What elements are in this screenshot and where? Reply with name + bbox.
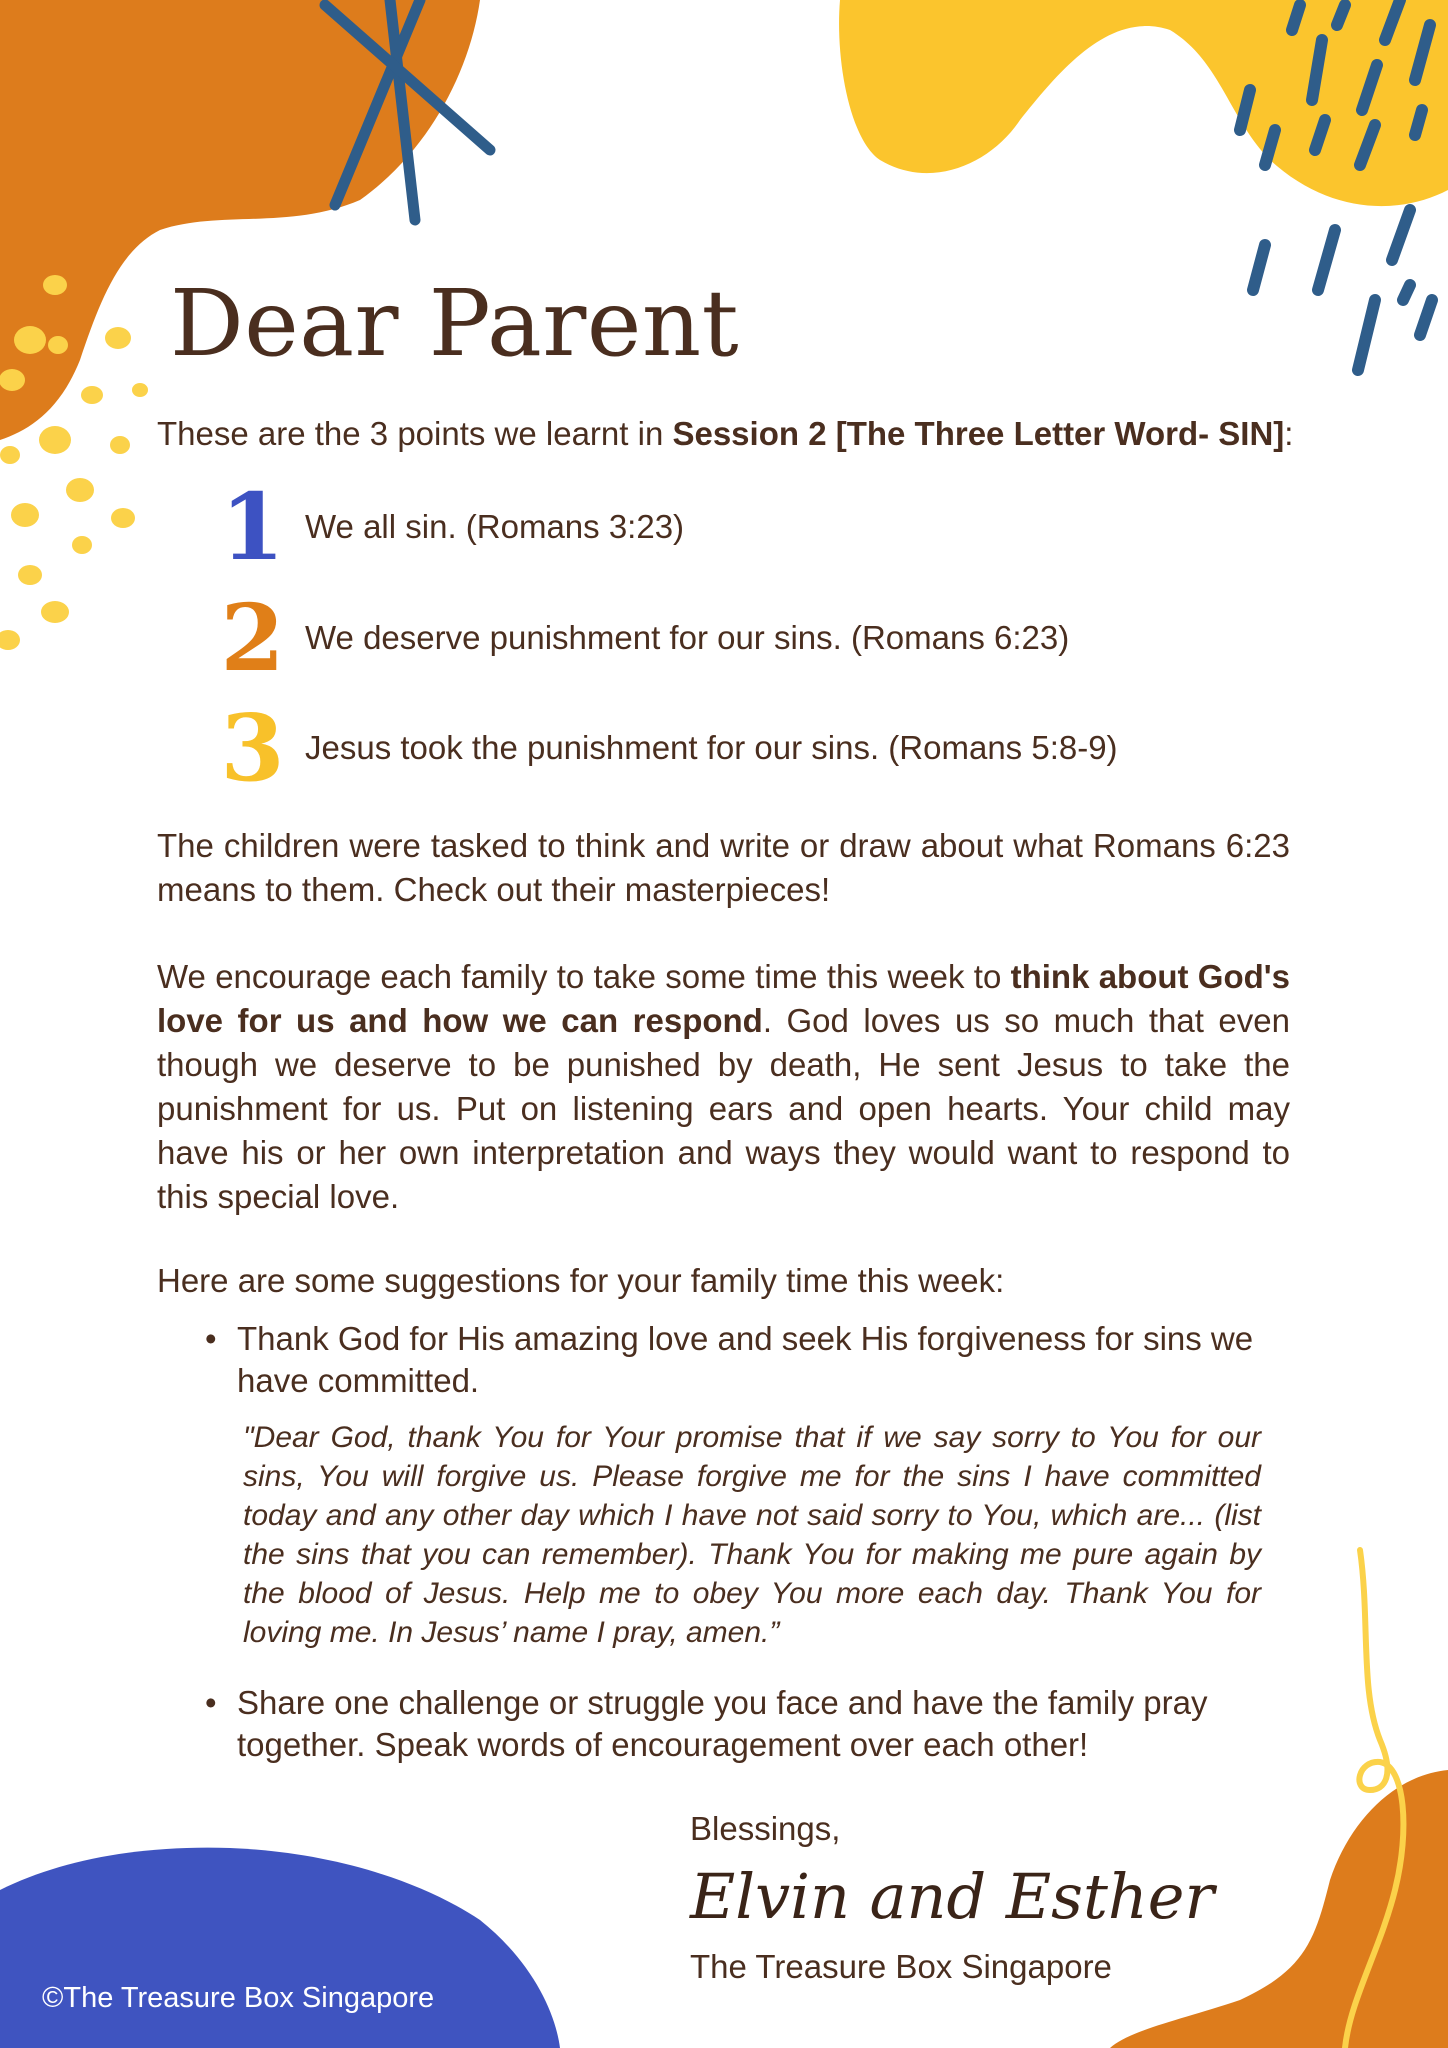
point-1 xyxy=(210,473,685,581)
point-3-text: Jesus took the punishment for our sins. (Romans 5:8-9) xyxy=(305,729,1118,766)
bullet-icon: • xyxy=(205,1684,217,1721)
organization-name: The Treasure Box Singapore xyxy=(690,1948,1112,1985)
blue-blob-bottom-left xyxy=(0,1848,560,2048)
closing-salutation: Blessings, xyxy=(690,1810,841,1847)
number-1-icon: 1 xyxy=(220,473,285,581)
suggestion-2-text: Share one challenge or struggle you face and have the family pray together. Speak words of encouragement over each other! xyxy=(237,1684,1208,1763)
suggestion-1-text: Thank God for His amazing love and seek His forgiveness for sins we have committed. xyxy=(237,1320,1254,1399)
signature: Elvin and Esther xyxy=(690,1860,1215,1933)
suggestions-intro: Here are some suggestions for your family time this week: xyxy=(157,1262,1005,1299)
number-2-icon: 2 xyxy=(220,584,285,692)
point-2-text: We deserve punishment for our sins. (Romans 6:23) xyxy=(305,619,1070,656)
point-2 xyxy=(210,584,1070,692)
suggestion-list-item-1 xyxy=(205,1318,1290,1402)
point-3 xyxy=(210,694,1118,802)
page-title: Dear Parent xyxy=(170,270,740,377)
intro-suffix: : xyxy=(1284,415,1294,452)
paragraph-encouragement-suffix: . God loves us so much that even though we deserve to be punished by death, He sent Jesus to take the punishment for us. Put on listening ears and open hearts. Your child may have his or her own interpretation and ways they would want to respond to this special love. xyxy=(157,1002,1290,1215)
intro-prefix: These are the 3 points we learnt in xyxy=(157,415,673,452)
copyright-notice: ©The Treasure Box Singapore xyxy=(42,1982,435,2014)
suggestion-list-item-2 xyxy=(205,1682,1290,1766)
prayer-text: "Dear God, thank You for Your promise that if we say sorry to You for our sins, You will forgive us. Please forgive me for the sins I have committed today and any other day which I have not said sorry to You, which are... (list the sins that you can remember). Thank You for making me pure again by the blood of Jesus. Help me to obey You more each day. Thank You for loving me. In Jesus’ name I pray, amen.” xyxy=(243,1421,1261,1649)
intro-line xyxy=(157,412,1293,456)
point-1-text: We all sin. (Romans 3:23) xyxy=(305,508,685,545)
paragraph-encouragement-prefix: We encourage each family to take some time this week to xyxy=(157,958,1011,995)
bullet-icon: • xyxy=(205,1320,217,1357)
paragraph-encouragement-bold: think about God's love for us and how we can respond xyxy=(157,958,1290,1039)
yellow-blob-top-right xyxy=(839,0,1448,206)
number-3-icon: 3 xyxy=(220,694,285,802)
paragraph-task: The children were tasked to think and write or draw about what Romans 6:23 means to them. Check out their masterpieces! xyxy=(157,827,1290,908)
paragraph-encouragement xyxy=(157,955,1290,1219)
session-title: Session 2 [The Three Letter Word- SIN] xyxy=(672,415,1285,452)
